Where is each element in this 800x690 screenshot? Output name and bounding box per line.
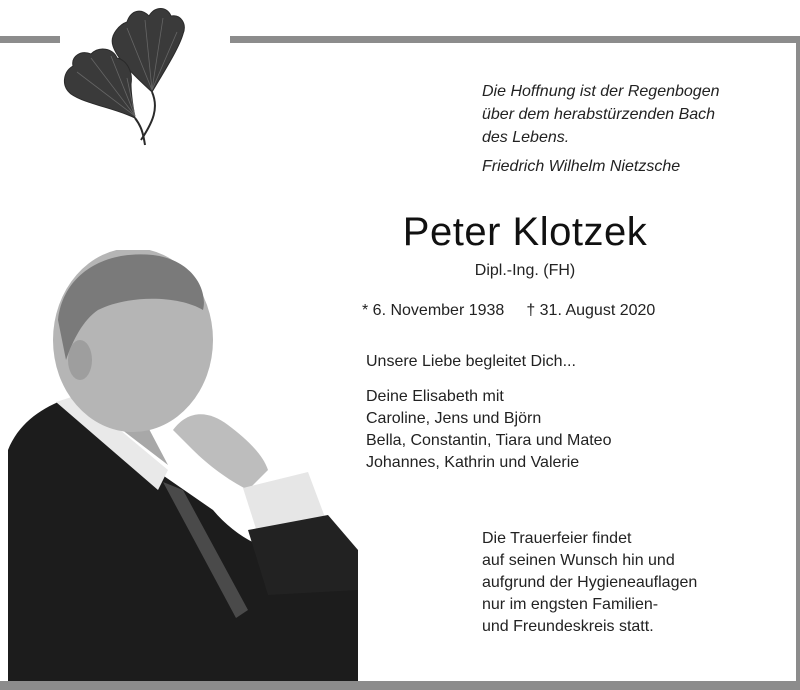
family-line: Bella, Constantin, Tiara und Mateo (366, 432, 612, 449)
love-line: Unsere Liebe begleitet Dich... (366, 353, 576, 370)
life-dates (362, 302, 782, 320)
birth-date: * 6. November 1938 (362, 302, 505, 319)
family-line: Deine Elisabeth mit (366, 388, 504, 405)
death-date: † 31. August 2020 (526, 302, 656, 319)
frame-bottom (0, 681, 800, 690)
deceased-name: Peter Klotzek (402, 210, 648, 254)
portrait-photo (8, 250, 358, 681)
funeral-line: aufgrund der Hygieneauflagen (482, 574, 698, 591)
hand-shape (173, 414, 268, 490)
quote-author: Friedrich Wilhelm Nietzsche (482, 158, 681, 175)
funeral-notice (482, 528, 697, 638)
frame-right (796, 36, 800, 690)
frame-top-left (0, 36, 60, 43)
quote-line: Die Hoffnung ist der Regenbogen (482, 83, 720, 100)
quote-line: des Lebens. (482, 129, 570, 146)
deceased-degree: Dipl.-Ing. (FH) (474, 262, 576, 279)
sleeve-shape (248, 515, 358, 595)
nietzsche-quote (482, 80, 782, 178)
frame-top-right (230, 36, 800, 43)
family-list (366, 386, 611, 474)
funeral-line: Die Trauerfeier findet (482, 530, 632, 547)
ginkgo-leaves-icon (55, 0, 235, 150)
family-line: Caroline, Jens und Björn (366, 410, 542, 427)
family-line: Johannes, Kathrin und Valerie (366, 454, 580, 471)
funeral-line: auf seinen Wunsch hin und (482, 552, 675, 569)
ear-shape (68, 340, 92, 380)
funeral-line: nur im engsten Familien- (482, 596, 659, 613)
funeral-line: und Freundeskreis statt. (482, 618, 654, 635)
quote-line: über dem herabstürzenden Bach (482, 106, 716, 123)
